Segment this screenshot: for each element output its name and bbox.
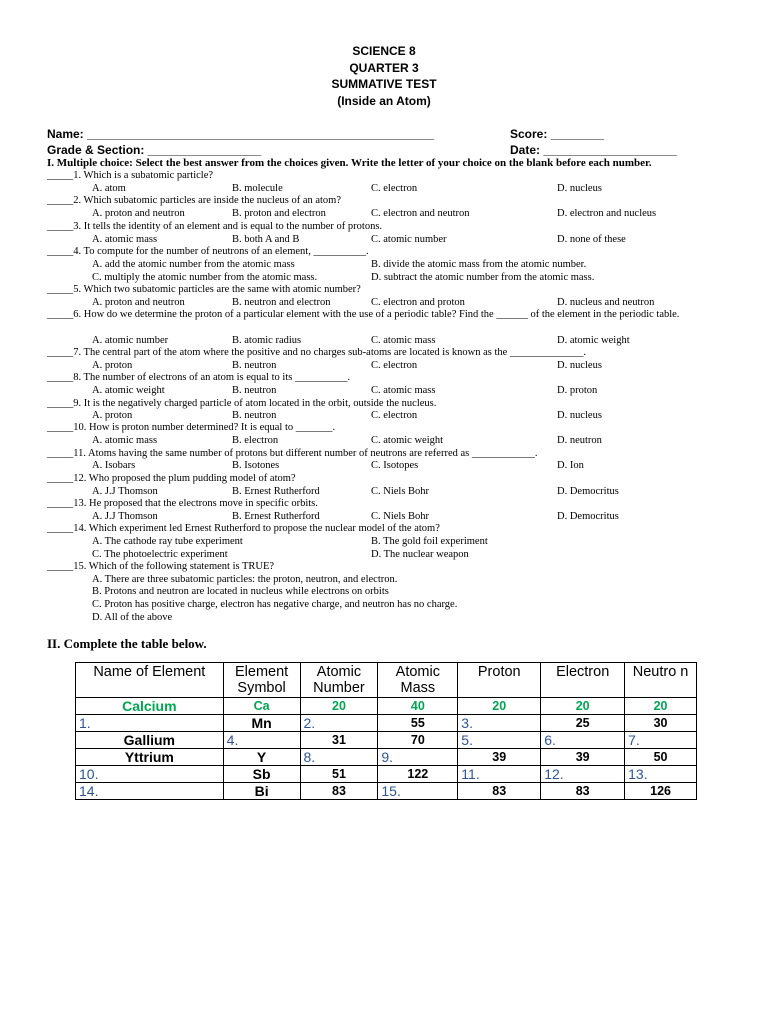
cell-proton-blank[interactable]: 11. [458,766,541,783]
cell-electron-blank[interactable]: 12. [541,766,625,783]
cell-symbol: Bi [223,783,300,800]
q15-option-b: B. Protons and neutron are located in nucleus while electrons on orbits [92,586,389,597]
cell-atomic-number-blank[interactable]: 8. [300,749,378,766]
name-field: Name: ____________________________________________________ [47,127,435,141]
cell-electron: 25 [541,715,625,732]
q5-option-a: A. proton and neutron [92,297,185,308]
q1-option-a: A. atom [92,183,126,194]
table-row [76,783,697,800]
q9-option-d: D. nucleus [557,410,602,421]
q12-option-a: A. J.J Thomson [92,486,158,497]
q11-option-d: D. Ion [557,460,584,471]
question-7: _____7. The central part of the atom where the positive and no charges sub-atoms are located is known as the ______________. [47,347,587,358]
cell-name-blank[interactable]: 1. [76,715,224,732]
section2-title: II. Complete the table below. [47,636,207,651]
q12-option-c: C. Niels Bohr [371,486,430,497]
header-element-symbol: Element Symbol [223,663,300,698]
q13-option-a: A. J.J Thomson [92,511,158,522]
q6-option-b: B. atomic radius [232,335,302,346]
q14-option-a: A. The cathode ray tube experiment [92,536,243,547]
q1-option-c: C. electron [371,183,418,194]
q4-option-d: D. subtract the atomic number from the atomic mass. [371,272,595,283]
table-row [76,766,697,783]
question-5: _____5. Which two subatomic particles are the same with atomic number? [47,284,361,295]
header-atomic-number: Atomic Number [300,663,378,698]
cell-atomic-mass: 55 [378,715,458,732]
q10-option-b: B. electron [232,435,279,446]
table-row [76,732,697,749]
q3-option-c: C. atomic number [371,234,447,245]
cell-atomic-mass-blank[interactable]: 9. [378,749,458,766]
cell-symbol: Ca [223,698,300,715]
q6-option-a: A. atomic number [92,335,169,346]
q15-option-d: D. All of the above [92,612,173,623]
q4-option-b: B. divide the atomic mass from the atomic number. [371,259,587,270]
cell-symbol: Mn [223,715,300,732]
cell-symbol: Sb [223,766,300,783]
q13-option-d: D. Democritus [557,511,619,522]
question-12: _____12. Who proposed the plum pudding model of atom? [47,473,296,484]
score-field: Score: ________ [510,127,605,141]
question-14: _____14. Which experiment led Ernest Rutherford to propose the nuclear model of the atom? [47,523,440,534]
cell-neutron: 30 [625,715,697,732]
cell-name: Yttrium [76,749,224,766]
q1-option-d: D. nucleus [557,183,602,194]
q9-option-a: A. proton [92,410,133,421]
cell-neutron: 126 [625,783,697,800]
cell-atomic-mass-blank[interactable]: 15. [378,783,458,800]
question-9: _____9. It is the negatively charged particle of atom located in the orbit, outside the nucleus. [47,398,437,409]
cell-neutron-blank[interactable]: 7. [625,732,697,749]
cell-name: Calcium [76,698,224,715]
q14-option-b: B. The gold foil experiment [371,536,488,547]
q12-option-b: B. Ernest Rutherford [232,486,320,497]
table-row [76,715,697,732]
question-15: _____15. Which of the following statement is TRUE? [47,561,275,572]
cell-atomic-number: 20 [300,698,378,715]
element-table [75,662,697,800]
cell-electron: 83 [541,783,625,800]
q15-option-a: A. There are three subatomic particles: the proton, neutron, and electron. [92,574,398,585]
q2-option-c: C. electron and neutron [371,208,470,219]
cell-atomic-number: 83 [300,783,378,800]
q2-option-a: A. proton and neutron [92,208,185,219]
test-type-title: SUMMATIVE TEST [331,77,437,91]
q12-option-d: D. Democritus [557,486,619,497]
q5-option-b: B. neutron and electron [232,297,331,308]
q3-option-d: D. none of these [557,234,626,245]
q11-option-a: A. Isobars [92,460,136,471]
q10-option-a: A. atomic mass [92,435,158,446]
q7-option-a: A. proton [92,360,133,371]
cell-name-blank[interactable]: 10. [76,766,224,783]
q14-option-c: C. The photoelectric experiment [92,549,228,560]
q2-option-b: B. proton and electron [232,208,326,219]
question-13: _____13. He proposed that the electrons move in specific orbits. [47,498,318,509]
q6-option-c: C. atomic mass [371,335,436,346]
cell-electron-blank[interactable]: 6. [541,732,625,749]
cell-neutron: 20 [625,698,697,715]
q8-option-c: C. atomic mass [371,385,436,396]
section1-instruction: I. Multiple choice: Select the best answer from the choices given. Write the letter of your choice on the blank before each number. [47,157,652,169]
cell-atomic-number-blank[interactable]: 2. [300,715,378,732]
q3-option-b: B. both A and B [232,234,300,245]
q11-option-b: B. Isotones [232,460,280,471]
cell-proton: 39 [458,749,541,766]
header-name-of-element: Name of Element [76,663,224,698]
cell-proton-blank[interactable]: 3. [458,715,541,732]
table-header-row [76,663,697,698]
quarter-title: QUARTER 3 [349,60,419,75]
q2-option-d: D. electron and nucleus [557,208,657,219]
header-proton: Proton [458,663,541,698]
q15-option-c: C. Proton has positive charge, electron has negative charge, and neutron has no charge. [92,599,458,610]
question-6: _____6. How do we determine the proton of a particular element with the use of a periodic table? Find the ______ of the element in the periodic table. [47,309,680,320]
q4-option-a: A. add the atomic number from the atomic mass [92,259,295,270]
table-row [76,749,697,766]
cell-proton-blank[interactable]: 5. [458,732,541,749]
q7-option-b: B. neutron [232,360,277,371]
q7-option-d: D. nucleus [557,360,602,371]
header-neutron: Neutro n [625,663,697,698]
q10-option-d: D. neutron [557,435,602,446]
q4-option-c: C. multiply the atomic number from the atomic mass. [92,272,318,283]
table-row [76,698,697,715]
test-header [0,43,768,109]
cell-name-blank[interactable]: 14. [76,783,224,800]
cell-proton: 83 [458,783,541,800]
question-8: _____8. The number of electrons of an atom is equal to its __________. [47,372,351,383]
question-11: _____11. Atoms having the same number of protons but different number of neutrons are referred as ____________. [47,448,538,459]
question-1: _____1. Which is a subatomic particle? [47,170,214,181]
q1-option-b: B. molecule [232,183,283,194]
date-field: Date: ____________________ [510,143,677,157]
cell-atomic-mass: 40 [378,698,458,715]
q8-option-d: D. proton [557,385,598,396]
q3-option-a: A. atomic mass [92,234,158,245]
subject-title: SCIENCE 8 [352,44,416,58]
cell-atomic-mass: 70 [378,732,458,749]
q14-option-d: D. The nuclear weapon [371,549,469,560]
q8-option-b: B. neutron [232,385,277,396]
q9-option-c: C. electron [371,410,418,421]
q10-option-c: C. atomic weight [371,435,444,446]
question-10: _____10. How is proton number determined? It is equal to _______. [47,422,336,433]
cell-symbol-blank[interactable]: 4. [223,732,300,749]
cell-atomic-number: 51 [300,766,378,783]
cell-neutron-blank[interactable]: 13. [625,766,697,783]
cell-electron: 20 [541,698,625,715]
topic-title: (Inside an Atom) [337,93,431,108]
grade-section-field: Grade & Section: _________________ [47,143,262,157]
cell-neutron: 50 [625,749,697,766]
question-4: _____4. To compute for the number of neutrons of an element, __________. [47,246,369,257]
header-electron: Electron [541,663,625,698]
q8-option-a: A. atomic weight [92,385,165,396]
cell-electron: 39 [541,749,625,766]
header-atomic-mass: Atomic Mass [378,663,458,698]
q5-option-d: D. nucleus and neutron [557,297,655,308]
q11-option-c: C. Isotopes [371,460,419,471]
cell-atomic-mass: 122 [378,766,458,783]
question-3: _____3. It tells the identity of an element and is equal to the number of protons. [47,221,383,232]
q13-option-b: B. Ernest Rutherford [232,511,320,522]
q9-option-b: B. neutron [232,410,277,421]
q13-option-c: C. Niels Bohr [371,511,430,522]
cell-name: Gallium [76,732,224,749]
q5-option-c: C. electron and proton [371,297,465,308]
cell-symbol: Y [223,749,300,766]
cell-proton: 20 [458,698,541,715]
question-2: _____2. Which subatomic particles are inside the nucleus of an atom? [47,195,342,206]
q6-option-d: D. atomic weight [557,335,630,346]
q7-option-c: C. electron [371,360,418,371]
cell-atomic-number: 31 [300,732,378,749]
